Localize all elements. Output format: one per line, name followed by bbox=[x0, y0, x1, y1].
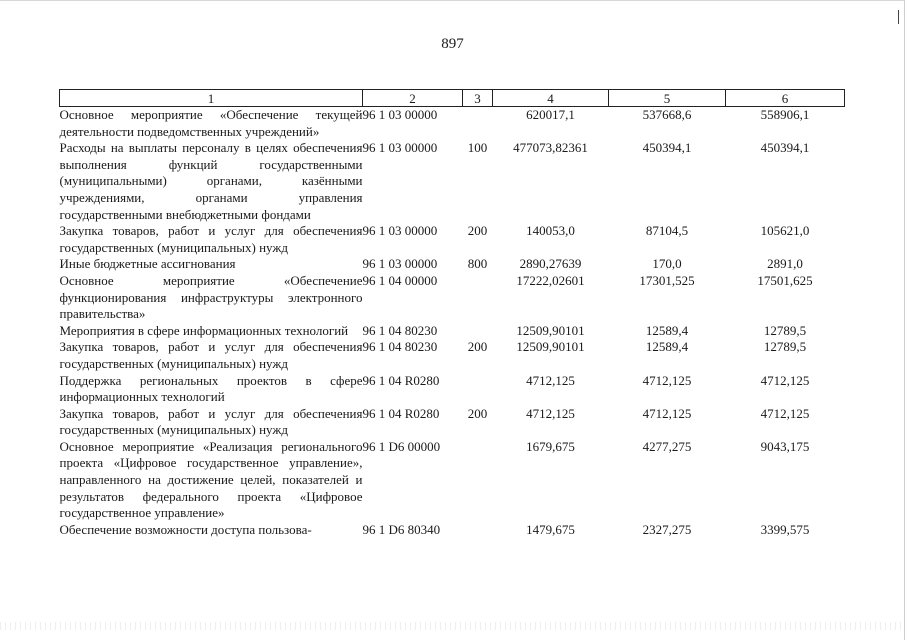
row-value-5: 12589,4 bbox=[645, 339, 689, 355]
row-value-6: 450394,1 bbox=[760, 140, 810, 156]
row-type bbox=[463, 107, 493, 141]
page-number: 897 bbox=[441, 36, 464, 52]
row-code: 96 1 04 80230 bbox=[362, 339, 438, 355]
row-code: 96 1 04 80230 bbox=[362, 322, 438, 338]
row-name: Поддержка региональных проектов в сфере информационных технологий bbox=[59, 372, 363, 405]
row-value-4: 17222,02601 bbox=[516, 272, 585, 288]
row-value-6: 17501,625 bbox=[757, 272, 813, 288]
row-code: 96 1 03 00000 bbox=[362, 223, 438, 239]
row-value-5: 170,0 bbox=[652, 256, 682, 272]
table-row bbox=[60, 223, 845, 256]
row-value-4: 12509,90101 bbox=[516, 339, 585, 355]
table-row bbox=[60, 373, 845, 406]
row-name: Закупка товаров, работ и услуг для обеспечения государственных (муниципальных) нужд bbox=[59, 223, 363, 255]
table-row bbox=[60, 140, 845, 223]
column-header-4: 4 bbox=[493, 90, 609, 107]
row-value-5: 2327,275 bbox=[642, 521, 692, 537]
row-value-5: 87104,5 bbox=[645, 223, 689, 239]
row-value-4: 12509,90101 bbox=[516, 322, 585, 338]
row-value-6: 4712,125 bbox=[760, 372, 810, 388]
row-name: Основное мероприятие «Реализация регионального проекта «Цифровое государственное управление», направленного на достижение целей, показателей и результатов федерального проекта «Цифровое государственное управление» bbox=[59, 438, 363, 521]
row-code: 96 1 D6 00000 bbox=[362, 438, 441, 454]
table-row bbox=[60, 522, 845, 539]
table-row bbox=[60, 107, 845, 141]
row-type bbox=[463, 273, 493, 323]
row-code: 96 1 03 00000 bbox=[362, 256, 438, 272]
table-row bbox=[60, 339, 845, 372]
row-value-6: 4712,125 bbox=[760, 405, 810, 421]
column-header-1: 1 bbox=[60, 90, 363, 107]
row-value-4: 2890,27639 bbox=[519, 256, 582, 272]
corner-mark bbox=[892, 10, 899, 24]
row-type bbox=[463, 373, 493, 406]
row-value-4: 477073,82361 bbox=[513, 140, 588, 156]
row-type bbox=[463, 439, 493, 522]
row-code: 96 1 03 00000 bbox=[362, 140, 438, 156]
row-name: Иные бюджетные ассигнования bbox=[59, 256, 236, 272]
row-value-6: 105621,0 bbox=[760, 223, 810, 239]
row-value-5: 4712,125 bbox=[642, 405, 692, 421]
table-header-row bbox=[60, 90, 845, 107]
scan-noise-strip bbox=[0, 622, 905, 630]
row-value-5: 4712,125 bbox=[642, 372, 692, 388]
row-type: 200 bbox=[467, 339, 488, 355]
row-name: Закупка товаров, работ и услуг для обеспечения государственных (муниципальных) нужд bbox=[59, 405, 363, 438]
row-type bbox=[463, 522, 493, 539]
row-name: Обеспечение возможности доступа пользова- bbox=[59, 521, 312, 537]
table-row bbox=[60, 406, 845, 439]
row-value-4: 620017,1 bbox=[526, 107, 575, 122]
row-name: Основное мероприятие «Обеспечение текущей деятельности подведомственных учреждений» bbox=[59, 107, 363, 139]
column-header-3: 3 bbox=[463, 90, 493, 107]
row-name: Мероприятия в сфере информационных технологий bbox=[59, 322, 349, 338]
row-code: 96 1 03 00000 bbox=[362, 107, 438, 122]
row-name: Закупка товаров, работ и услуг для обеспечения государственных (муниципальных) нужд bbox=[59, 339, 363, 371]
row-value-6: 558906,1 bbox=[760, 107, 810, 122]
row-value-5: 537668,6 bbox=[642, 107, 692, 122]
row-value-5: 17301,525 bbox=[639, 272, 695, 288]
row-value-5: 450394,1 bbox=[642, 140, 692, 156]
row-value-6: 12789,5 bbox=[763, 339, 807, 355]
table-row bbox=[60, 256, 845, 273]
row-value-5: 4277,275 bbox=[642, 438, 692, 454]
row-value-4: 140053,0 bbox=[526, 223, 575, 239]
column-header-5: 5 bbox=[609, 90, 726, 107]
row-code: 96 1 04 R0280 bbox=[362, 372, 440, 388]
row-value-6: 12789,5 bbox=[763, 322, 807, 338]
row-name: Расходы на выплаты персоналу в целях обеспечения выполнения функций государственными (муниципальными) органами, казёнными учреждениями, органами управления государственными внебюджетными фондами bbox=[59, 140, 363, 222]
row-value-4: 4712,125 bbox=[526, 405, 575, 421]
row-name: Основное мероприятие «Обеспечение функционирования инфраструктуры электронного правительства» bbox=[59, 272, 363, 322]
row-type: 200 bbox=[467, 405, 488, 421]
row-type bbox=[463, 323, 493, 340]
row-code: 96 1 04 R0280 bbox=[362, 405, 440, 421]
row-value-4: 4712,125 bbox=[526, 372, 575, 388]
column-header-6: 6 bbox=[726, 90, 845, 107]
table-row bbox=[60, 273, 845, 323]
row-value-6: 9043,175 bbox=[760, 438, 810, 454]
row-type: 100 bbox=[467, 140, 488, 156]
row-code: 96 1 04 00000 bbox=[362, 272, 438, 288]
budget-table bbox=[59, 89, 845, 538]
table-row bbox=[60, 323, 845, 340]
row-type: 200 bbox=[467, 223, 488, 239]
row-value-4: 1479,675 bbox=[526, 521, 575, 537]
row-value-4: 1679,675 bbox=[526, 438, 575, 454]
row-value-5: 12589,4 bbox=[645, 322, 689, 338]
row-code: 96 1 D6 80340 bbox=[362, 521, 441, 537]
column-header-2: 2 bbox=[363, 90, 463, 107]
row-value-6: 3399,575 bbox=[760, 521, 810, 537]
row-value-6: 2891,0 bbox=[767, 256, 803, 272]
table-row bbox=[60, 439, 845, 522]
row-type: 800 bbox=[467, 256, 488, 272]
